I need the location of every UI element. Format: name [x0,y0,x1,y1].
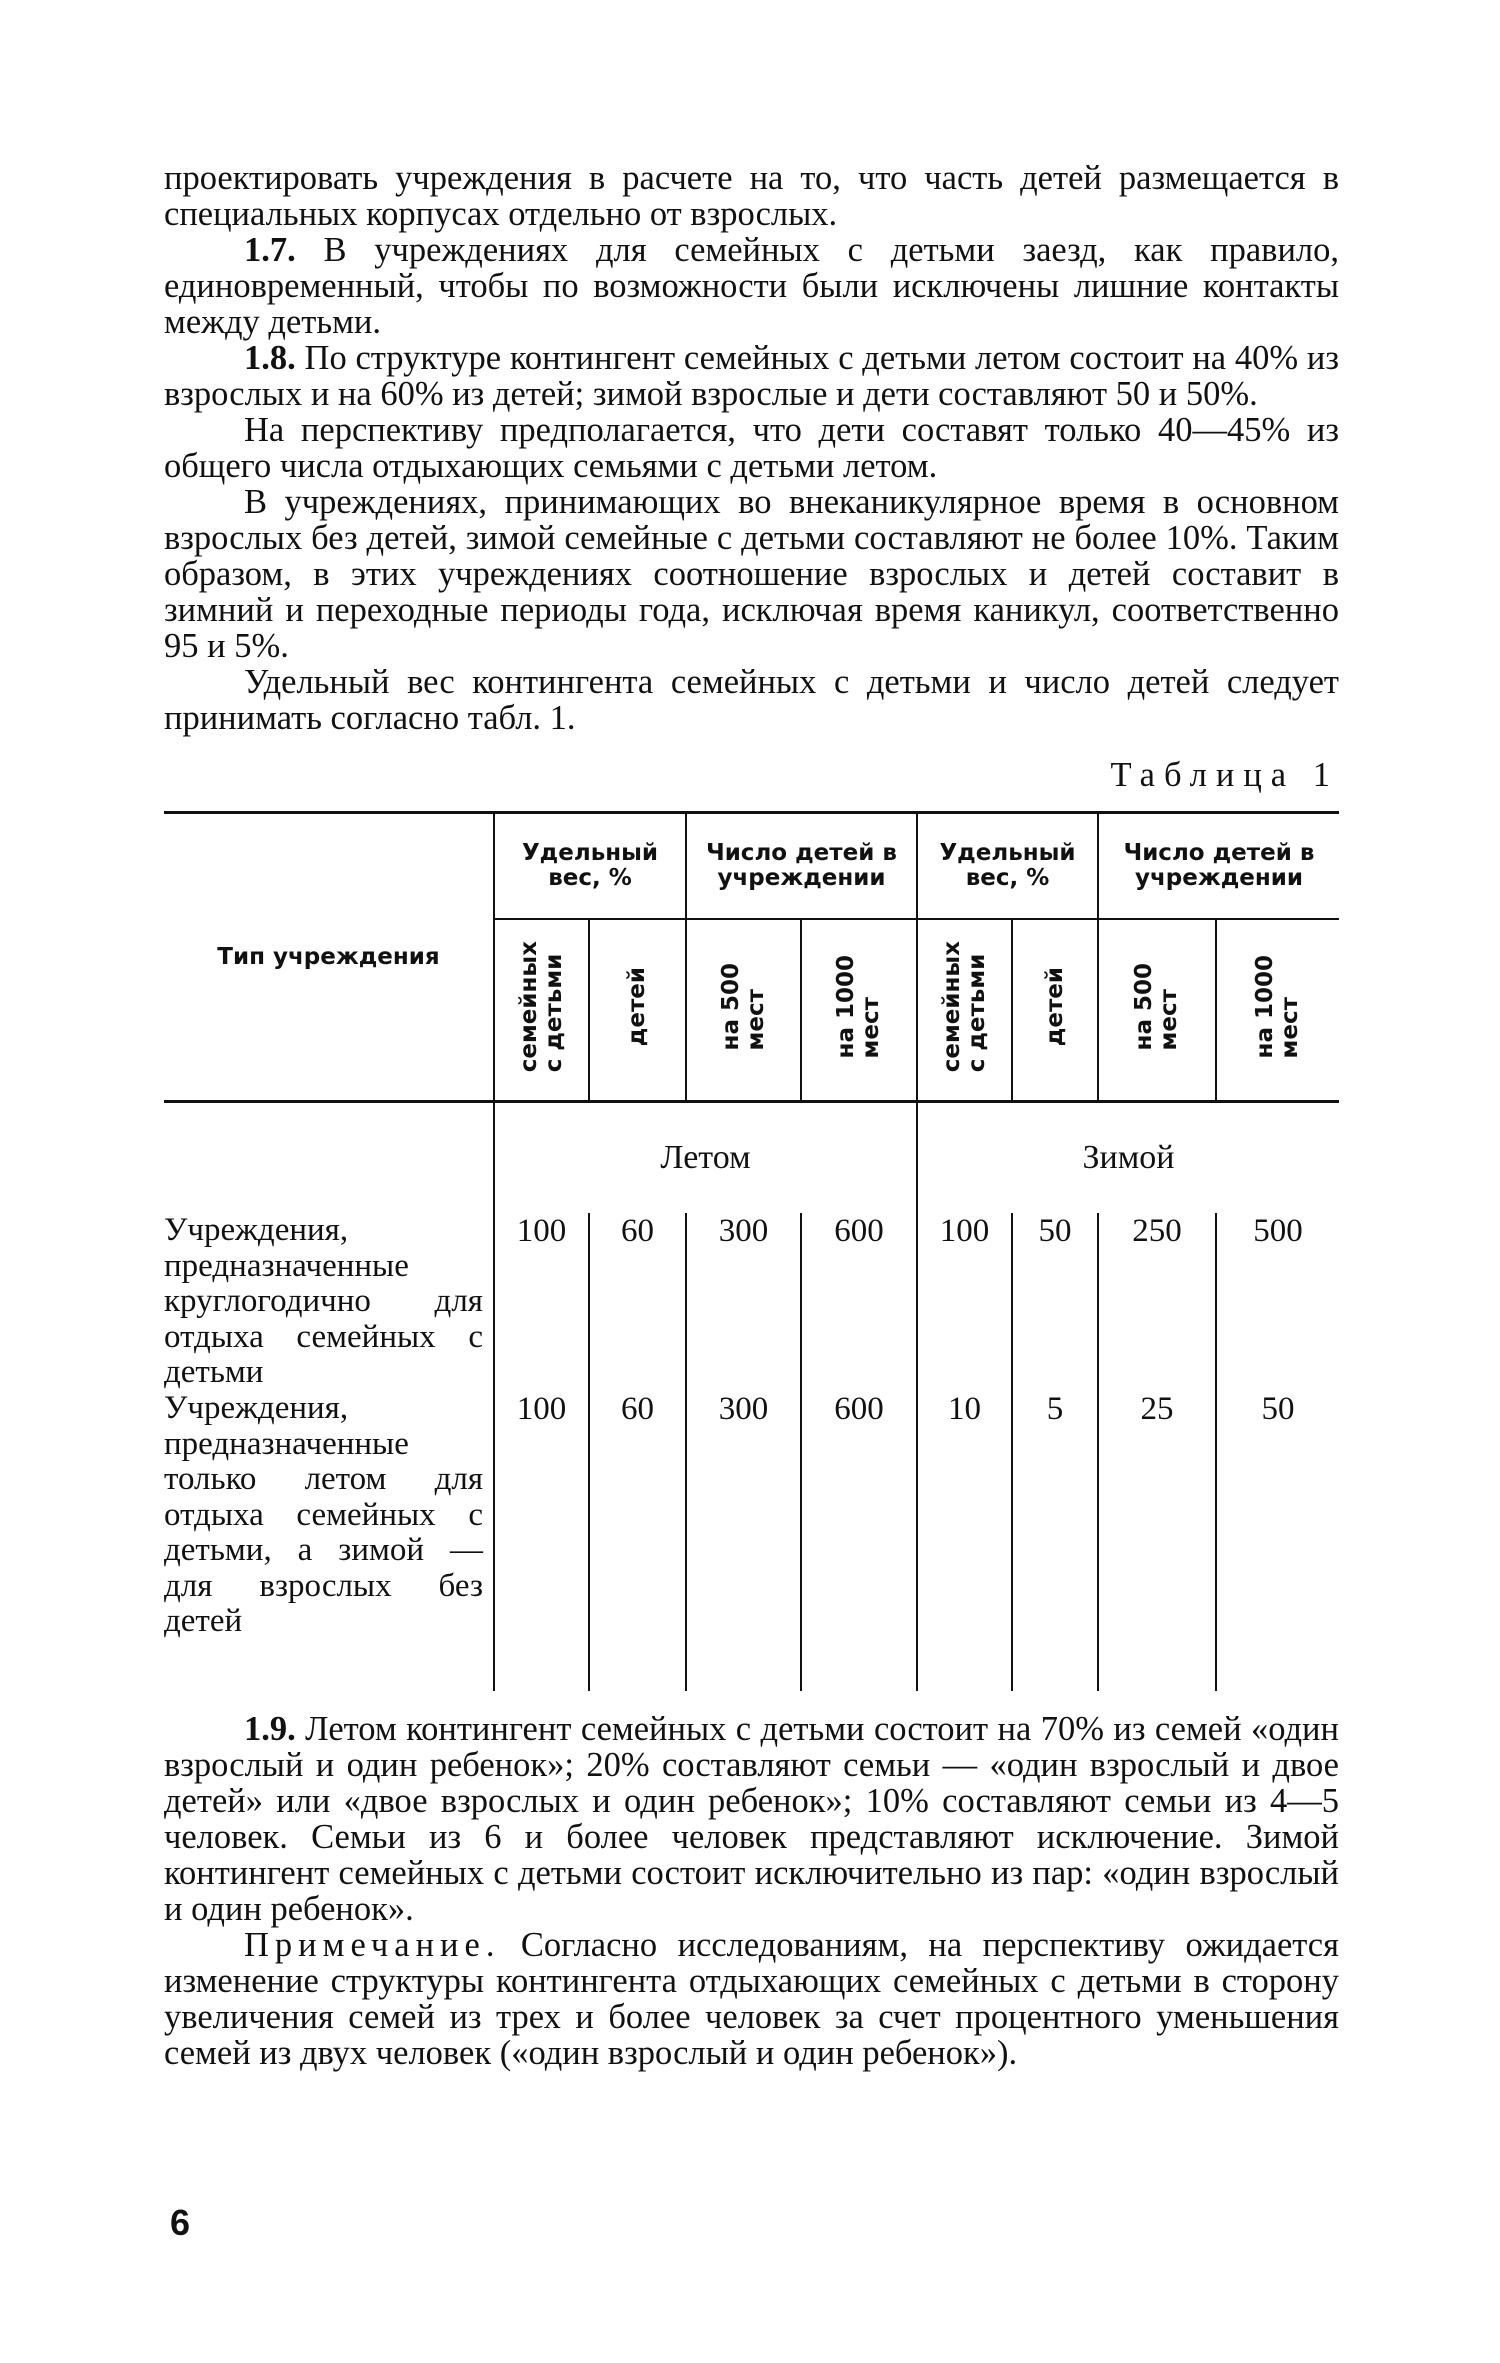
institution-type: Учреждения, предназначенные круглогодично для отдыха семейных с детьми [164,1212,483,1390]
section-number: 1.9. [244,1710,296,1748]
subheader-families: семейных с детьми [917,919,1012,1102]
section-number: 1.8. [244,339,296,377]
cell-value: 300 [686,1213,801,1391]
text-after-table [164,1711,1339,2071]
group-header-children-summer: Число детей в учреждении [686,813,917,920]
page [164,160,1339,2071]
group-header-share-summer: Удельный вес, % [494,813,686,920]
table-caption: Таблица 1 [1110,756,1339,794]
cell-value: 60 [589,1391,686,1691]
subheader-children: детей [1012,919,1098,1102]
cell-value: 100 [494,1213,589,1391]
table-row [164,1213,1339,1391]
subheader-1000-places: на 1000 мест [801,919,917,1102]
cell-value: 600 [801,1391,917,1691]
cell-value: 600 [801,1213,917,1391]
season-row [164,1102,1339,1214]
cell-value: 100 [494,1391,589,1691]
subheader-children: детей [589,919,686,1102]
paragraph-table-reference: Удельный вес контингента семейных с детьми и число детей следует принимать согласно табл. 1. [164,663,1339,737]
cell-value: 60 [589,1213,686,1391]
note-label: Примечание. [244,1926,501,1964]
group-header-share-winter: Удельный вес, % [917,813,1098,920]
season-summer: Летом [494,1102,917,1214]
cell-value: 50 [1216,1391,1339,1691]
paragraph-1-7: 1.7. В учреждениях для семейных с детьми заезд, как правило, единовременный, чтобы по возможности были исключены лишние контакты между детьми. [164,231,1339,341]
group-header-children-winter: Число детей в учреждении [1098,813,1339,920]
cell-value: 300 [686,1391,801,1691]
institution-type: Учреждения, предназначенные только летом для отдыха семейных с детьми, а зимой — для взрослых без детей [164,1390,483,1639]
cell-value: 5 [1012,1391,1098,1691]
cell-value: 10 [917,1391,1012,1691]
cell-value: 25 [1098,1391,1216,1691]
table-row [164,1391,1339,1691]
cell-value: 500 [1216,1213,1339,1391]
note-paragraph: Примечание. Согласно исследованиям, на перспективу ожидается изменение структуры контингента отдыхающих семейных с детьми в сторону увеличения семей из трех и более человек за счет процентного уменьшения семей из двух человек («один взрослый и один ребенок»). [164,1926,1339,2072]
paragraph-1-9: 1.9. Летом контингент семейных с детьми состоит на 70% из семей «один взрослый и один ребенок»; 20% составляют семьи — «один взрослый и двое детей» или «двое взрослых и один ребенок»; 10% составляют семьи из 4—5 человек. Семьи из 6 и более человек представляют исключение. Зимой контингент семейных с детьми состоит исключительно из пар: «один взрослый и один ребенок». [164,1710,1339,1928]
cell-value: 100 [917,1213,1012,1391]
paragraph-perspective: На перспективу предполагается, что дети составят только 40—45% из общего числа отдыхающих семьями с детьми летом. [164,411,1339,485]
cell-value: 250 [1098,1213,1216,1391]
paragraph-off-season: В учреждениях, принимающих во внеканикулярное время в основном взрослых без детей, зимой семейные с детьми составляют не более 10%. Таким образом, в этих учреждениях соотношение взрослых и детей составит в зимний и переходные периоды года, исключая время каникул, соответственно 95 и 5%. [164,483,1339,665]
subheader-500-places: на 500 мест [1098,919,1216,1102]
type-header: Тип учреждения [217,943,440,970]
subheader-families: семейных с детьми [494,919,589,1102]
subheader-500-places: на 500 мест [686,919,801,1102]
section-number: 1.7. [244,231,296,269]
paragraph-continuation: проектировать учреждения в расчете на то, что часть детей размещается в специальных корпусах отдельно от взрослых. [164,159,1339,233]
paragraph-1-8: 1.8. По структуре контингент семейных с детьми летом состоит на 40% из взрослых и на 60% из детей; зимой взрослые и дети составляют 50 и 50%. [164,339,1339,413]
subheader-1000-places: на 1000 мест [1216,919,1339,1102]
contingent-table [164,811,1339,1691]
season-winter: Зимой [917,1102,1339,1214]
page-number: 6 [170,2202,191,2243]
cell-value: 50 [1012,1213,1098,1391]
